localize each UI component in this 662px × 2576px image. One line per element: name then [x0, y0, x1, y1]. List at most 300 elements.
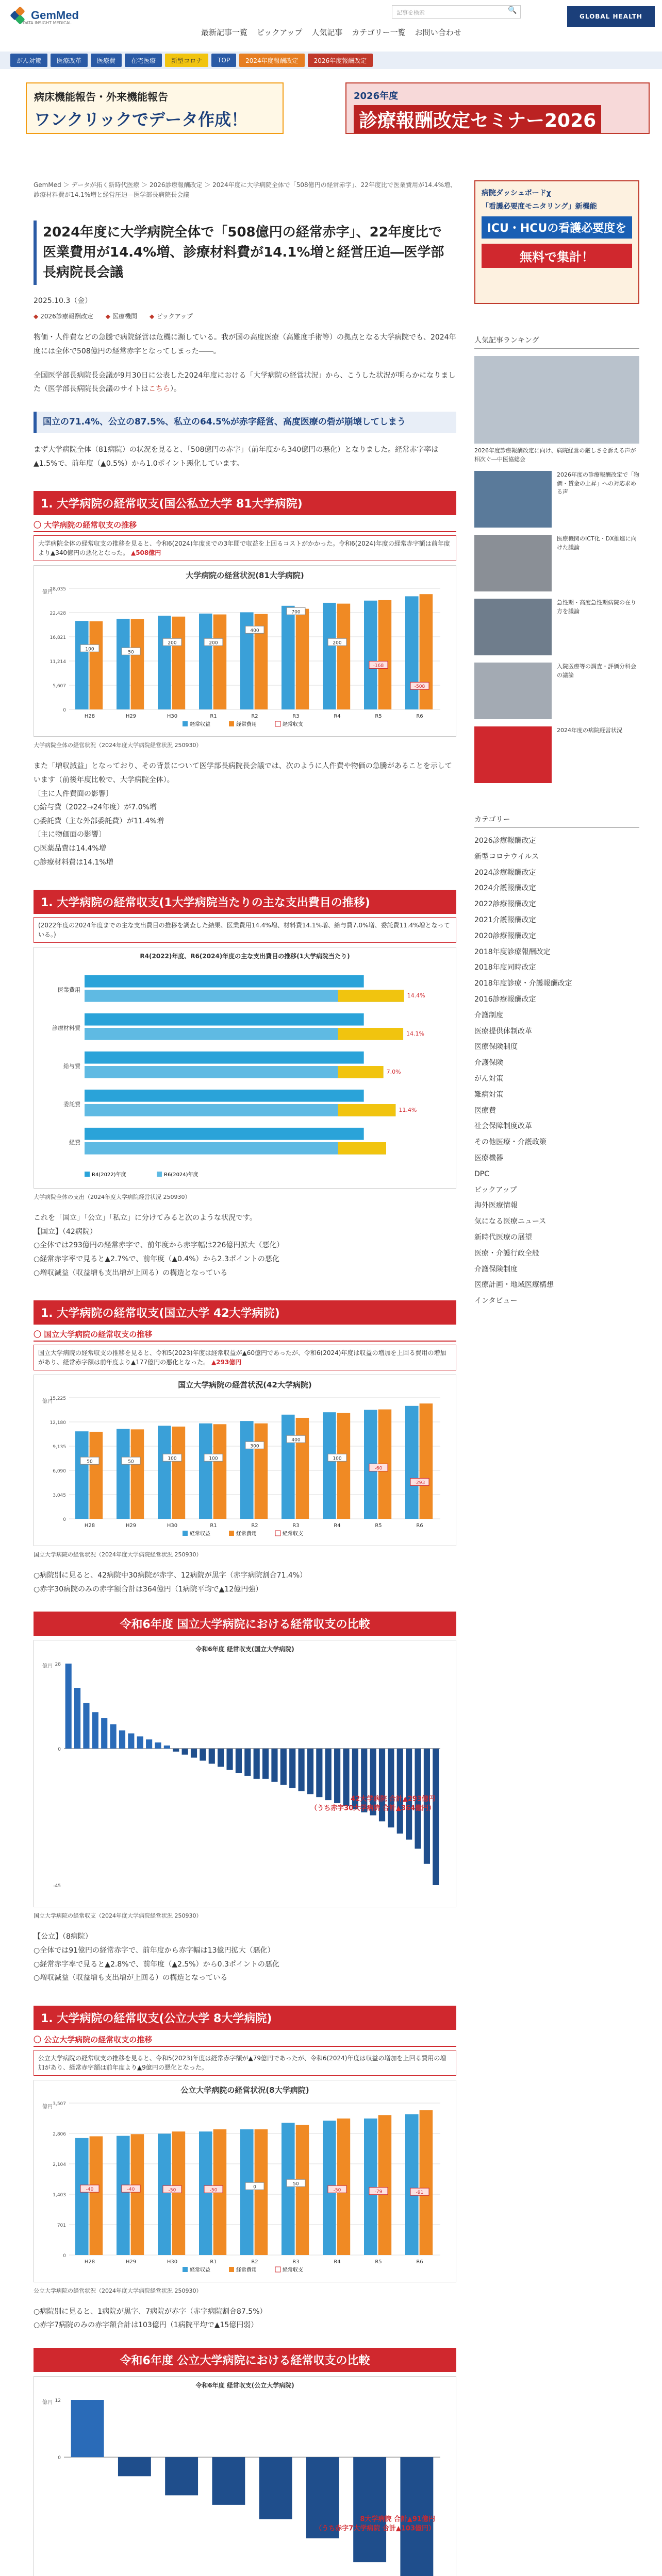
tick-label: 9,135	[53, 1445, 66, 1450]
balance-label: -60	[374, 1466, 383, 1471]
x-tick-label: H29	[125, 1523, 137, 1529]
legend-swatch	[183, 721, 188, 726]
highlight-heading: 国立の71.4%、公立の87.5%、私立の64.5%が赤字経営、高度医療の砦が崩壊してしまう	[34, 412, 456, 433]
balance-label: 200	[333, 640, 342, 646]
balance-label: 700	[291, 609, 301, 615]
tick-label: 15,225	[49, 1396, 66, 1402]
section-note: 大学病院全体の経常収支の推移を見ると、令和6(2024)年度までの3年間で収益を上回るコストがかかった。令和6(2024)年度の経常赤字額は前年度より▲340億円の悪化となった。 ▲508億円	[34, 535, 456, 561]
nav-popular[interactable]: 人気記事	[311, 28, 343, 37]
x-tick-label: R4	[334, 714, 341, 720]
chart-annotation: 8大学病院 合計▲91億円	[360, 2515, 435, 2523]
ranking-item[interactable]	[474, 663, 639, 719]
ranking-title: 2026年度の診療報酬改定で「物価・賃金の上昇」への対応求める声	[557, 471, 639, 495]
catnav-home-care[interactable]: 在宅医療	[125, 54, 162, 67]
ad-banner-right[interactable]	[345, 82, 650, 134]
legend-label: 経常費用	[236, 722, 257, 728]
bar-increase	[338, 1066, 384, 1078]
list-3	[34, 1569, 456, 1596]
hospital-bar	[259, 2457, 292, 2519]
chart-svg	[38, 1390, 451, 1539]
sidebar-ad-line4: 無料で集計！	[482, 244, 632, 268]
ranking-item[interactable]	[474, 471, 639, 528]
category-link[interactable]: がん対策	[474, 1074, 503, 1083]
legend-swatch	[183, 1531, 188, 1536]
x-tick-label: R1	[210, 1523, 217, 1529]
category-link[interactable]: 介護制度	[474, 1011, 503, 1020]
bar-increase	[338, 1142, 386, 1155]
bar-revenue	[282, 1415, 295, 1519]
ranking-title: 2026年度診療報酬改定に向け、病院経営の厳しさを訴える声が相次ぐ―中医協総会	[474, 447, 636, 463]
category-link[interactable]: 2020診療報酬改定	[474, 931, 536, 940]
hospital-bar	[325, 1749, 332, 1800]
bar-cost	[420, 595, 433, 710]
legend-label: 経常収益	[190, 2267, 210, 2273]
category-link[interactable]: 2018年度同時改定	[474, 963, 536, 972]
hospital-bar	[433, 1749, 439, 1885]
ranking-title: 医療機関のICT化・DX推進に向けた議論	[557, 535, 637, 551]
legend-label: 経常収支	[283, 2267, 303, 2273]
x-tick-label: R5	[375, 1523, 382, 1529]
ranking-thumbnail	[474, 471, 552, 528]
hospital-bar	[307, 1749, 313, 1794]
source-link[interactable]: こちら	[148, 385, 171, 394]
category-link[interactable]: 介護保険	[474, 1059, 503, 1067]
article-tags	[34, 312, 456, 320]
category-link[interactable]: ピックアップ	[474, 1185, 517, 1194]
balance-label: -50	[168, 2187, 176, 2193]
x-tick-label: H29	[125, 2259, 137, 2265]
category-link[interactable]: 医療費	[474, 1106, 496, 1115]
category-nav	[0, 52, 662, 69]
balance-label: 50	[128, 1459, 134, 1465]
chart-svg	[38, 581, 451, 730]
legend-label: 経常収益	[190, 1531, 210, 1537]
hospital-bar	[164, 1745, 170, 1749]
chart-annotation: 42大学病院 合計▲293億円	[351, 1795, 435, 1803]
balance-label: 50	[128, 650, 134, 655]
section-heading: 令和6年度 国立大学病院における経常収支の比較	[34, 1612, 456, 1636]
chart-public	[34, 2080, 456, 2282]
bar-revenue	[323, 603, 336, 709]
hospital-bar	[299, 1749, 305, 1791]
chart-title: 国立大学病院の経営状況(42大学病院)	[178, 1380, 312, 1390]
x-tick-label: R4	[334, 2259, 341, 2265]
top-nav	[201, 27, 461, 38]
bar-cost	[337, 1413, 351, 1519]
legend-swatch	[229, 721, 234, 726]
balance-label: -50	[209, 2187, 218, 2193]
bar-cost	[131, 619, 144, 710]
ad-right-line1: 2026年度	[354, 91, 399, 101]
bar-revenue	[240, 2129, 254, 2255]
tick-label: 1,403	[53, 2192, 66, 2198]
list-line: 〔主に人件費面の影響〕	[34, 789, 113, 798]
legend-label: 経常費用	[236, 2267, 257, 2273]
legend-label: R6(2024)年度	[164, 1172, 198, 1178]
hospital-bar	[101, 1718, 107, 1749]
ranking-thumbnail	[474, 356, 639, 444]
ranking-item[interactable]	[474, 599, 639, 655]
search-input[interactable]: 記事を検索	[392, 5, 521, 19]
bar-revenue	[199, 2131, 212, 2255]
ranking-item[interactable]	[474, 356, 639, 464]
bar-cost	[172, 1427, 186, 1519]
bar-revenue	[405, 597, 419, 710]
hospital-bar	[146, 1740, 152, 1749]
ad-left-line1: 病床機能報告・外来機能報告	[34, 91, 168, 103]
chart-svg	[38, 1653, 451, 1901]
hospital-bar	[74, 1688, 80, 1749]
balance-label: -293	[414, 1480, 425, 1486]
x-tick-label: H30	[167, 2259, 178, 2265]
list-line: ○経常赤字率で見ると▲2.8%で、前年度（▲2.5%）から0.3ポイントの悪化	[34, 1960, 279, 1969]
chart-source: 国立大学病院の経営状況（2024年度大学病院経営状況 250930）	[34, 1551, 202, 1558]
hospital-bar	[182, 1749, 188, 1755]
search-icon[interactable]: 🔍	[508, 6, 517, 14]
category-link[interactable]: 2026診療報酬改定	[474, 837, 536, 845]
balance-label: 100	[333, 1456, 342, 1462]
bar-revenue	[405, 1406, 419, 1519]
category-link[interactable]: 2021介護報酬改定	[474, 916, 536, 924]
bar-cost	[213, 1424, 227, 1519]
catnav-cost[interactable]: 医療費	[91, 54, 122, 67]
hospital-bar	[212, 2457, 245, 2505]
section-subheading: 〇 大学病院の経常収支の推移	[34, 519, 456, 532]
hospital-bar	[118, 2457, 151, 2476]
section-note: 公立大学病院の経常収支の推移を見ると、令和5(2023)年度は経常赤字額が▲79億円であったが、令和6(2024)年度は収益の増加を上回る費用の増加があり、経常赤字額は前年度より▲9億円の悪化となった。	[34, 2050, 456, 2076]
sidebar-ad-line1: 病院ダッシュボードχ	[482, 189, 551, 197]
ad-right-line2: 診療報酬改定セミナー2026	[354, 105, 601, 133]
hospital-bar	[236, 1749, 242, 1773]
category-label: 給与費	[63, 1063, 80, 1070]
category-link[interactable]: 2024診療報酬改定	[474, 868, 536, 877]
legend-swatch	[229, 2267, 234, 2272]
nav-latest[interactable]: 最新記事一覧	[201, 28, 248, 37]
y-axis-label: 億円	[42, 2399, 53, 2405]
bar-revenue	[117, 1429, 130, 1519]
tick-label: 0	[58, 1747, 61, 1753]
hospital-bar	[83, 1703, 89, 1749]
tick-label: 2,104	[53, 2162, 66, 2167]
x-tick-label: R6	[416, 2259, 423, 2265]
balance-label: -91	[416, 2190, 424, 2195]
hospital-bar	[244, 1749, 251, 1776]
hospital-bar	[173, 1749, 179, 1752]
list-line: また「増収減益」となっており、その背景について医学部長病院長会議では、次のように人件費や物価の急騰があることを示しています（前後年度比較で、大学病院全体）。	[34, 762, 452, 785]
tick-label: 3,045	[53, 1493, 66, 1499]
category-label: 医業費用	[58, 987, 80, 994]
bar-revenue	[117, 619, 130, 709]
category-link[interactable]: インタビュー	[474, 1297, 518, 1306]
category-link[interactable]: 気になる医療ニュース	[474, 1217, 547, 1226]
catnav-2026[interactable]: 2026年度報酬改定	[308, 54, 373, 67]
bar-revenue	[199, 1423, 212, 1519]
bar-cost	[378, 2115, 392, 2255]
hospital-bar	[316, 1749, 322, 1797]
bar-revenue	[364, 2119, 377, 2255]
global-health-banner[interactable]: GLOBAL HEALTH	[567, 6, 655, 27]
bar-revenue	[364, 601, 377, 709]
list-line: ○病院別に見ると、42病院中30病院が赤字、12病院が黒字（赤字病院割合71.4%）	[34, 1571, 307, 1580]
list-line: ○給与費（2022→24年度）が7.0%増	[34, 803, 157, 812]
legend-label: 経常収支	[283, 1531, 303, 1537]
category-link[interactable]: 医療提供体制改革	[474, 1027, 532, 1036]
chart-source: 大学病院全体の支出（2024年度大学病院経営状況 250930）	[34, 1194, 191, 1201]
hospital-bar	[226, 1749, 233, 1770]
hospital-bar	[71, 2400, 104, 2457]
x-tick-label: R2	[251, 1523, 258, 1529]
nav-pickup[interactable]: ピックアップ	[257, 28, 303, 37]
balance-label: 100	[85, 647, 94, 652]
bar-r4	[85, 1052, 364, 1064]
balance-label: 200	[209, 640, 218, 646]
category-link[interactable]: 社会保障制度改革	[474, 1122, 532, 1131]
bar-revenue	[75, 2138, 89, 2255]
tick-label: 28	[55, 1662, 61, 1668]
bar-cost	[420, 2110, 433, 2255]
article	[34, 180, 456, 2576]
bar-revenue	[199, 614, 212, 709]
legend-swatch	[229, 1531, 234, 1536]
section-subheading: 〇 国立大学病院の経常収支の推移	[34, 1329, 456, 1342]
tag-item[interactable]: ◆ ピックアップ	[150, 312, 193, 320]
x-tick-label: R1	[210, 714, 217, 720]
hospital-bar	[397, 1749, 403, 1834]
section-note: 国立大学病院の経常収支の推移を見ると、令和5(2023)年度は経常収益が▲60億円であったが、令和6(2024)年度は収益の増加を上回る費用の増加があり、経常赤字額は前年度より▲177億円の悪化となった。 ▲293億円	[34, 1345, 456, 1370]
list-line: ○診療材料費は14.1%増	[34, 858, 113, 867]
bar-revenue	[323, 1412, 336, 1519]
bar-revenue	[158, 616, 171, 710]
category-link[interactable]: 2024介護報酬改定	[474, 884, 536, 893]
list-line: ○医薬品費は14.4%増	[34, 844, 106, 853]
legend-label: 経常費用	[236, 1531, 257, 1537]
bar-revenue	[117, 2136, 130, 2255]
bar-cost	[296, 609, 309, 709]
category-list	[474, 833, 639, 1309]
chart-svg	[38, 2389, 451, 2576]
tick-label: 28,035	[49, 587, 66, 592]
bar-revenue	[75, 1431, 89, 1519]
bar-cost	[255, 1423, 268, 1519]
hospital-bar	[200, 1749, 206, 1761]
hospital-bar	[165, 2457, 198, 2495]
breadcrumb[interactable]: GemMed ＞ データが拓く新時代医療 ＞ 2026診療報酬改定 ＞ 2024年度に大学病院全体で「508億円の経常赤字」、22年度比で医業費用が14.4%増、診療材料費が14.1%増と経営圧迫―医学部長病院長会議	[34, 181, 456, 199]
bar-revenue	[405, 2114, 419, 2255]
category-link[interactable]: 医療・介護行政全般	[474, 1249, 539, 1258]
sidebar-ad-line2: 「看護必要度モニタリング」新機能	[482, 202, 597, 211]
category-link[interactable]: 2016診療報酬改定	[474, 995, 536, 1004]
x-tick-label: R3	[292, 1523, 300, 1529]
hospital-bar	[119, 1731, 125, 1749]
list-line: ○増収減益（収益増も支出増が上回る）の構造となっている	[34, 1268, 228, 1277]
list-4	[34, 1930, 456, 1985]
x-tick-label: H28	[84, 714, 95, 720]
category-link[interactable]: 介護保険制度	[474, 1265, 518, 1274]
bar-cost	[172, 617, 186, 709]
x-tick-label: R2	[251, 2259, 258, 2265]
balance-label: 0	[253, 2184, 256, 2190]
category-link[interactable]: 海外医療情報	[474, 1201, 518, 1210]
balance-label: -40	[127, 2187, 135, 2192]
legend-swatch	[85, 1172, 90, 1177]
chart-public-compare	[34, 2376, 456, 2576]
ranking-title: 2024年度の病院経営状況	[557, 727, 622, 734]
chart-title: 大学病院の経営状況(81大学病院)	[186, 571, 304, 581]
balance-label: 100	[168, 1456, 177, 1462]
tick-label: 0	[63, 1517, 66, 1523]
list-line: 〔主に物価面の影響〕	[34, 831, 106, 839]
chart-svg	[38, 960, 451, 1182]
ranking-item[interactable]	[474, 535, 639, 591]
list-line: ○赤字7病院のみの赤字額合計は103億円（1病院平均で▲15億円弱）	[34, 2321, 258, 2330]
tick-label: 0	[63, 708, 66, 714]
bar-r4	[85, 1090, 364, 1102]
bar-r4	[85, 1128, 364, 1140]
bar-increase	[338, 1104, 396, 1116]
tick-label: 0	[63, 2253, 66, 2259]
bar-cost	[90, 1432, 103, 1519]
category-link[interactable]: その他医療・介護政策	[474, 1138, 547, 1147]
tick-label: 0	[58, 2455, 61, 2461]
hospital-bar	[289, 1749, 295, 1788]
list-line: これを「国立」「公立」「私立」に分けてみると次のような状況です。	[34, 1214, 257, 1223]
bar-increase	[338, 1028, 403, 1040]
x-tick-label: R5	[375, 2259, 382, 2265]
tick-label: 11,214	[49, 659, 66, 665]
category-link[interactable]: 難病対策	[474, 1090, 503, 1099]
category-link[interactable]: 新型コロナウイルス	[474, 852, 539, 861]
chart-national-compare	[34, 1640, 456, 1907]
nav-categories[interactable]: カテゴリー一覧	[352, 28, 406, 37]
catnav-cancer[interactable]: がん対策	[10, 54, 47, 67]
list-line: ○全体では91億円の経常赤字で、前年度から赤字幅は13億円拡大（悪化）	[34, 1946, 275, 1955]
balance-label: -40	[86, 2187, 94, 2192]
category-label: 診療材料費	[52, 1025, 80, 1032]
bar-cost	[337, 604, 351, 709]
balance-label: 50	[293, 2181, 299, 2187]
logo-text: GemMed	[31, 9, 79, 22]
hospital-bar	[271, 1749, 277, 1782]
x-tick-label: R4	[334, 1523, 341, 1529]
list-1	[34, 759, 456, 869]
section-heading: 1. 大学病院の経常収支(国立大学 42大学病院)	[34, 1300, 456, 1325]
balance-label: 400	[291, 1437, 301, 1443]
tick-label: 12	[55, 2398, 61, 2403]
bar-cost	[172, 2131, 186, 2255]
y-axis-label: 億円	[42, 2104, 53, 2110]
balance-label: -508	[414, 684, 425, 690]
sidebar-ad[interactable]	[474, 180, 639, 304]
tick-label: 6,090	[53, 1469, 66, 1475]
legend-label: 経常収益	[190, 722, 210, 728]
x-tick-label: H28	[84, 1523, 95, 1529]
ranking-heading: 人気記事ランキング	[474, 335, 639, 349]
catnav-covid[interactable]: 新型コロナ	[165, 54, 208, 67]
bar-cost	[420, 1403, 433, 1519]
section-heading: 1. 大学病院の経常収支(1大学病院当たりの主な支出費目の推移)	[34, 890, 456, 914]
tag-item[interactable]: ◆ 2026診療報酬改定	[34, 312, 93, 320]
legend-label: 経常収支	[283, 722, 303, 728]
ad-left-line2: ワンクリックでデータ作成！	[34, 110, 248, 129]
bar-revenue	[158, 2133, 171, 2255]
balance-label: -79	[374, 2189, 383, 2195]
article-date: 2025.10.3（金）	[34, 297, 92, 306]
article-title: 2024年度に大学病院全体で「508億円の経常赤字」、22年度比で医業費用が14.4%増、診療材料費が14.1%増と経営圧迫―医学部長病院長会議	[34, 221, 456, 285]
hospital-bar	[110, 1724, 117, 1749]
category-link[interactable]: 新時代医療の展望	[474, 1233, 532, 1242]
tick-label: 701	[57, 2223, 66, 2228]
x-tick-label: R3	[292, 2259, 300, 2265]
chart-source: 大学病院全体の経営状況（2024年度大学病院経営状況 250930）	[34, 742, 202, 749]
bar-cost	[255, 2129, 268, 2255]
category-link[interactable]: DPC	[474, 1170, 489, 1178]
catnav-top[interactable]: TOP	[211, 54, 236, 67]
category-link[interactable]: 医療保険制度	[474, 1043, 518, 1052]
hospital-bar	[406, 1749, 412, 1840]
category-link[interactable]: 2018年度診療報酬改定	[474, 947, 551, 956]
hospital-bar	[137, 1737, 143, 1749]
bar-cost	[378, 600, 392, 709]
category-link[interactable]: 2018年度診療・介護報酬改定	[474, 979, 572, 988]
chart-title: R4(2022)年度、R6(2024)年度の主な支出費目の推移(1大学病院当たり)	[140, 953, 350, 960]
category-heading: カテゴリー	[474, 814, 639, 828]
ad-banner-left[interactable]	[26, 82, 284, 134]
tick-label: 12,180	[49, 1420, 66, 1426]
ranking-thumbnail	[474, 726, 552, 783]
chart-national	[34, 1375, 456, 1546]
tick-label: -45	[53, 1884, 61, 1889]
legend-swatch	[275, 2267, 280, 2272]
bar-revenue	[75, 621, 89, 710]
ranking-item[interactable]	[474, 726, 639, 783]
tick-label: 3,507	[53, 2101, 66, 2107]
x-tick-label: H29	[125, 714, 137, 720]
x-tick-label: R5	[375, 714, 382, 720]
legend-swatch	[275, 1531, 280, 1536]
category-link[interactable]: 医療計画・地域医療構想	[474, 1281, 554, 1290]
chart-svg	[38, 2095, 451, 2276]
section-subheading: 〇 公立大学病院の経常収支の推移	[34, 2034, 456, 2047]
sidebar	[474, 180, 639, 1309]
chart-source: 公立大学病院の経営状況（2024年度大学病院経営状況 250930）	[34, 2287, 202, 2294]
bar-revenue	[282, 606, 295, 709]
x-tick-label: R6	[416, 714, 423, 720]
catnav-2024[interactable]: 2024年度報酬改定	[239, 54, 305, 67]
x-tick-label: R6	[416, 1523, 423, 1529]
bar-increase	[338, 990, 404, 1002]
hospital-bar	[280, 1749, 287, 1785]
bar-revenue	[282, 2123, 295, 2255]
chart-title: 公立大学病院の経営状況(8大学病院)	[180, 2085, 309, 2095]
tick-label: 5,607	[53, 684, 66, 689]
category-link[interactable]: 医療機器	[474, 1154, 503, 1162]
nav-contact[interactable]: お問い合わせ	[415, 28, 461, 37]
category-link[interactable]: 2022診療報酬改定	[474, 900, 536, 909]
list-2	[34, 1211, 456, 1280]
increase-label: 14.1%	[406, 1030, 424, 1037]
paragraph-1: 物価・人件費などの急騰で病院経営は危機に瀕している。我が国の高度医療（高難度手術等）の拠点となる大学病院でも、2024年度には全体で508億円の経常赤字となってしまった――。	[34, 333, 456, 355]
bar-r4	[85, 1013, 364, 1026]
header	[0, 0, 662, 31]
tag-item[interactable]: ◆ 医療機関	[106, 312, 137, 320]
x-tick-label: H30	[167, 714, 178, 720]
ranking-title: 急性期・高度急性期病院の在り方を議論	[557, 599, 636, 615]
x-tick-label: R3	[292, 714, 300, 720]
catnav-reform[interactable]: 医療改革	[51, 54, 88, 67]
list-line: ○病院別に見ると、1病院が黒字、7病院が赤字（赤字病院割合87.5%）	[34, 2307, 267, 2316]
legend-swatch	[183, 2267, 188, 2272]
chart-annotation: （うち赤字30大学病院 合計▲364億円）	[310, 1804, 435, 1812]
